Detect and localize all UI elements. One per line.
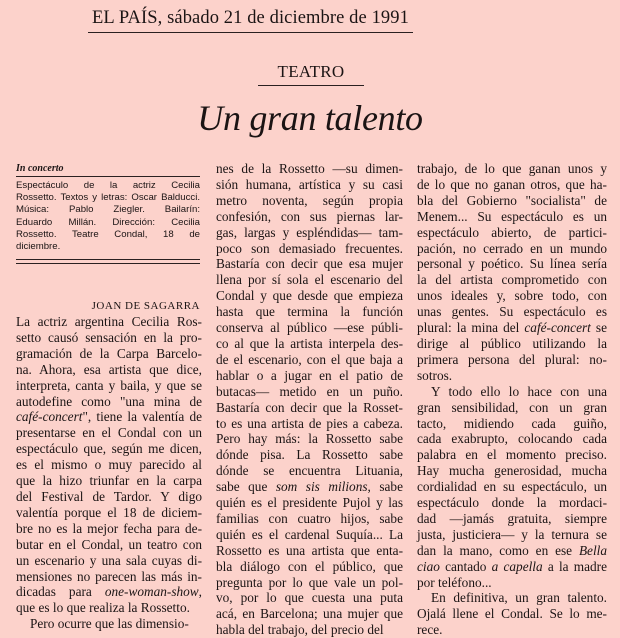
credits-line: Rossetto. Teatre Condal, 18 de — [16, 228, 200, 240]
article-line: setto causó sensación en la pro- — [16, 329, 202, 345]
article-line: espectáculo abierto, de partici- — [417, 224, 607, 240]
article-line: interpreta, canta y baila, y que se — [16, 377, 202, 393]
article-line: unos ideales y, sobre todo, con — [417, 288, 607, 304]
article-line: Bastaría con decir que la Rosset- — [216, 399, 403, 415]
article-line: primera persona del plural: no- — [417, 351, 607, 367]
article-line: ciao cantado a capella a la madre — [417, 558, 607, 574]
credits-line: Eduardo Millán. Dirección: Cecilia — [16, 216, 200, 228]
article-column-3 — [417, 161, 607, 638]
article-line: sabe que som sis milions, sabe — [216, 479, 403, 495]
article-line: que la hizo triunfar en la carpa — [16, 473, 202, 489]
author-byline: JOAN DE SAGARRA — [91, 300, 200, 312]
article-line: plural: la mina del café-concert se — [417, 320, 608, 336]
article-line: unas gentes. Su espectáculo es — [417, 304, 607, 320]
article-line: personal y poético. Su línea sería — [417, 256, 607, 272]
article-line: la del artista comprometido con — [417, 272, 607, 288]
article-line: bre no es la mejor fecha para de- — [16, 520, 202, 536]
article-line: gramación de la Carpa Barcelo- — [16, 345, 202, 361]
credits-body — [16, 180, 200, 253]
credits-divider — [16, 259, 200, 264]
credits-line: diciembre. — [16, 241, 61, 253]
article-line: llena por sí sola el escenario del — [216, 272, 403, 288]
masthead-date: EL PAÍS, sábado 21 de diciembre de 1991 — [88, 8, 413, 33]
article-line: bla diálogo con el público, que — [216, 558, 403, 574]
article-line: co al que la artista interpela des- — [216, 335, 403, 351]
article-line: butacas— metido en un puño. — [216, 383, 403, 399]
article-line: un escenario y una sala cuyas di- — [16, 552, 202, 568]
article-line: quién es el presidente Pujol y las — [216, 495, 403, 511]
article-line: sotros. — [417, 367, 453, 383]
article-line: bla del Gobierno "socialista" de — [417, 192, 607, 208]
article-line: rece. — [417, 622, 443, 638]
article-line: butar en el Condal, un teatro con — [16, 536, 202, 552]
article-line: sión humana, artística y su casi — [216, 176, 403, 192]
article-line: Menem... Su espectáculo es un — [417, 208, 607, 224]
article-line: nes de la Rossetto —su dimen- — [216, 161, 403, 176]
article-line: es el mismo o muy parecido al — [16, 457, 202, 473]
article-line: La actriz argentina Cecilia Ros- — [16, 314, 202, 329]
credits-line: Música: Pablo Ziegler. Bailarín: — [16, 204, 200, 216]
article-line: vo, por lo que cuesta una puta — [216, 590, 403, 606]
credits-title: In concerto — [16, 163, 200, 177]
article-line: Ojalá llene el Condal. Se lo me- — [417, 606, 607, 622]
article-line: dónde pisa. La Rossetto sabe — [216, 447, 403, 463]
credits-line: Espectáculo de la actriz Cecilia — [16, 180, 200, 191]
article-line: gran sensibilidad, con un gran — [417, 399, 607, 415]
article-line: hablar o a jugar en el patio de — [216, 367, 403, 383]
article-line: conserva al público —ese públi- — [216, 320, 403, 336]
article-line: Rossetto es una artista que enta- — [216, 542, 403, 558]
article-line: espectáculo donde la mordaci- — [417, 495, 607, 511]
article-line: gas, largas y espléndidas— tam- — [216, 224, 403, 240]
article-line: pregunta por lo que vale un pol- — [216, 574, 403, 590]
article-line: Pero hay más: la Rossetto sabe — [216, 431, 403, 447]
article-line: habla del trabajo, del precio del — [216, 622, 384, 638]
article-line: palabra en el momento preciso. — [417, 447, 607, 463]
article-line: de el escenario, con el que baja a — [216, 351, 403, 367]
article-line: dónde se encuentra Lituania, — [216, 463, 403, 479]
credits-box — [16, 163, 200, 264]
article-line: poco son demasiado frecuentes. — [216, 240, 403, 256]
article-line: espectáculo que, según me dicen, — [16, 441, 202, 457]
article-line: quién es el cardenal Suquía... La — [216, 526, 403, 542]
article-line: Bastaría con decir que esa mujer — [216, 256, 403, 272]
article-line: mensiones no parecen las más in- — [16, 568, 202, 584]
article-line: cada exabrupto, colocando cada — [417, 431, 607, 447]
article-line: trabajo, de lo que ganan unos y — [417, 161, 607, 176]
article-line: tacto, midiendo cada guiño, — [417, 415, 607, 431]
article-line: de lo que no ganan otros, que ha- — [417, 176, 607, 192]
article-line: por teléfono... — [417, 574, 492, 590]
article-line: cordialidad en su espectáculo, un — [417, 479, 607, 495]
article-line: to es una artista de pies a cabeza. — [216, 415, 403, 431]
article-column-2 — [216, 161, 403, 638]
article-line: valentía porque el 18 de diciem- — [16, 504, 202, 520]
article-line: justa, justiciera— y la ternura se — [417, 526, 607, 542]
article-line: Hay mucha generosidad, mucha — [417, 463, 607, 479]
article-line: familias con cuatro hijos, sabe — [216, 510, 403, 526]
article-line: na. Ahora, esa artista que dice, — [16, 361, 202, 377]
article-line: del Festival de Tardor. Y digo — [16, 488, 202, 504]
article-line: Condal y que desde que empieza — [216, 288, 403, 304]
article-column-1 — [16, 314, 202, 632]
section-label: TEATRO — [258, 62, 364, 86]
credits-line: Rossetto. Textos y letras: Oscar Balducci. — [16, 192, 200, 204]
article-headline: Un gran talento — [197, 98, 423, 138]
article-line: presentarse en el Condal con un — [16, 425, 202, 441]
article-line: Pero ocurre que las dimensio- — [30, 616, 189, 632]
article-line: que es lo que realiza la Rossetto. — [16, 600, 190, 616]
article-line: metro noventa, según propia — [216, 192, 403, 208]
article-line: Y todo ello lo hace con una — [431, 383, 607, 399]
article-line: acá, en Barcelona; una mujer que — [216, 606, 403, 622]
article-line: dicadas para one-woman-show, — [16, 584, 202, 600]
article-line: hasta que termina la función — [216, 304, 403, 320]
article-line: dan la mano, como en ese Bella — [417, 542, 607, 558]
article-line: En definitiva, un gran talento. — [431, 590, 607, 606]
article-line: dirige al público utilizando la — [417, 335, 607, 351]
article-line: pación, no cerrado en un mundo — [417, 240, 607, 256]
article-line: confesión, con sus piernas lar- — [216, 208, 403, 224]
article-line: café-concert", tiene la valentía de — [16, 409, 202, 425]
article-line: dad —jamás gratuita, siempre — [417, 510, 607, 526]
article-line: autodefine como "una mina de — [16, 393, 202, 409]
